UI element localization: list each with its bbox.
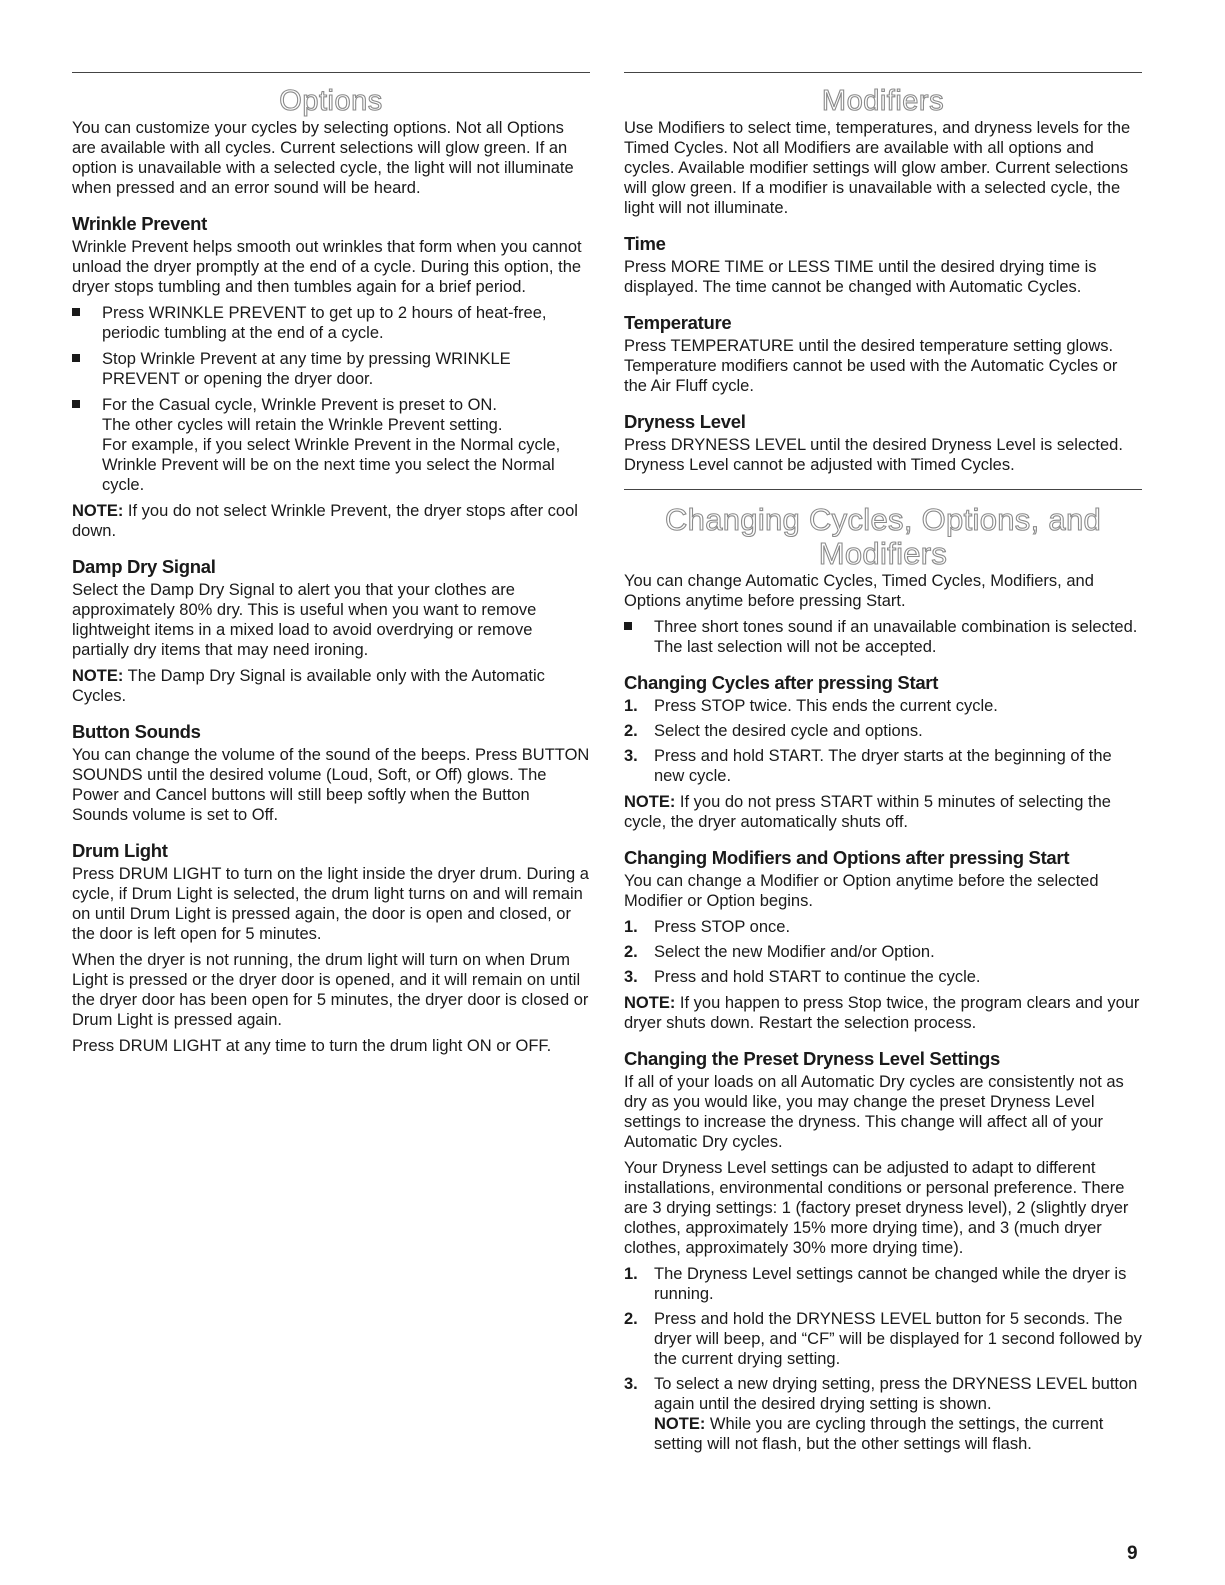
changing-cycles-note: NOTE: If you do not press START within 5 minutes of selecting the cycle, the dryer automatically shuts off. xyxy=(624,793,1111,831)
options-column xyxy=(72,72,590,1062)
changing-cycles-heading: Changing Cycles after pressing Start xyxy=(624,672,939,693)
damp-dry-text: Select the Damp Dry Signal to alert you that your clothes are approximately 80% dry. This is useful when you want to remove lightweight items in a mixed load to avoid overdrying or remove partially dry items that may need ironing. xyxy=(72,581,537,659)
list-item: 2. Select the new Modifier and/or Option. xyxy=(624,943,935,961)
modifiers-title: Modifiers xyxy=(821,85,945,117)
changing-modifiers-text: You can change a Modifier or Option anytime before the selected Modifier or Option begins. xyxy=(624,872,1099,910)
page-number: 9 xyxy=(1127,1543,1138,1564)
preset-dryness-heading: Changing the Preset Dryness Level Settings xyxy=(624,1048,1001,1069)
list-item: 1. Press STOP once. xyxy=(624,918,791,936)
bullet-icon xyxy=(72,308,80,316)
wrinkle-prevent-bullets xyxy=(72,303,590,495)
preset-dryness-text-1: If all of your loads on all Automatic Dry cycles are consistently not as dry as you would like, you may change the preset Dryness Level settings to increase the dryness. This change will affect all of your Automatic Dry cycles. xyxy=(624,1073,1124,1151)
wrinkle-prevent-heading: Wrinkle Prevent xyxy=(72,213,207,234)
changing-bullets xyxy=(624,617,1142,657)
dryness-level-text: Press DRYNESS LEVEL until the desired Dryness Level is selected. Dryness Level cannot be adjusted with Timed Cycles. xyxy=(624,436,1123,474)
wrinkle-prevent-note: NOTE: If you do not select Wrinkle Prevent, the dryer stops after cool down. xyxy=(72,502,578,540)
top-rule xyxy=(624,72,1142,73)
changing-title: Changing Cycles, Options, and Modifiers xyxy=(664,502,1102,571)
list-item: 1. The Dryness Level settings cannot be changed while the dryer is running. xyxy=(624,1265,1127,1303)
list-item: 2. Select the desired cycle and options. xyxy=(624,722,923,740)
preset-dryness-text-2: Your Dryness Level settings can be adjusted to adapt to different installations, environmental conditions or personal preference. There are 3 drying settings: 1 (factory preset dryness level), 2 (slightly dryer clothes, approximately 15% more drying time), and 3 (much dryer clothes, approximately 30% more drying time). xyxy=(624,1159,1129,1257)
section-rule xyxy=(624,489,1142,490)
list-item: 2. Press and hold the DRYNESS LEVEL button for 5 seconds. The dryer will beep, and “CF” will be displayed for 1 second followed by the current drying setting. xyxy=(624,1310,1142,1368)
drum-light-text-1: Press DRUM LIGHT to turn on the light inside the dryer drum. During a cycle, if Drum Light is selected, the drum light turns on and will remain on until Drum Light is pressed again, the door is open and closed, or the door is left open for 5 minutes. xyxy=(72,865,589,943)
changing-intro: You can change Automatic Cycles, Timed Cycles, Modifiers, and Options anytime before pressing Start. xyxy=(624,572,1094,610)
damp-dry-note: NOTE: The Damp Dry Signal is available only with the Automatic Cycles. xyxy=(72,667,545,705)
drum-light-text-3: Press DRUM LIGHT at any time to turn the drum light ON or OFF. xyxy=(72,1037,552,1055)
bullet-icon xyxy=(72,354,80,362)
bullet-icon xyxy=(624,622,632,630)
dryness-level-heading: Dryness Level xyxy=(624,411,746,432)
changing-modifiers-steps xyxy=(624,917,1142,987)
drum-light-heading: Drum Light xyxy=(72,840,168,861)
options-title: Options xyxy=(279,85,383,117)
list-item: Stop Wrinkle Prevent at any time by pressing WRINKLE PREVENT or opening the dryer door. xyxy=(72,349,590,389)
time-text: Press MORE TIME or LESS TIME until the desired drying time is displayed. The time cannot be changed with Automatic Cycles. xyxy=(624,258,1097,296)
list-item: Three short tones sound if an unavailable combination is selected. The last selection will not be accepted. xyxy=(624,617,1142,657)
bullet-icon xyxy=(72,400,80,408)
modifiers-intro: Use Modifiers to select time, temperatures, and dryness levels for the Timed Cycles. Not all Modifiers are available with all options and cycles. Available modifier settings will glow amber. Current selections will glow green. If a modifier is unavailable with a selected cycle, the light will not illuminate. xyxy=(624,119,1131,217)
changing-modifiers-note: NOTE: If you happen to press Stop twice, the program clears and your dryer shuts down. Restart the selection process. xyxy=(624,994,1140,1032)
modifiers-column xyxy=(624,72,1142,1460)
list-item: 1. Press STOP twice. This ends the current cycle. xyxy=(624,697,998,715)
list-item: 3. To select a new drying setting, press the DRYNESS LEVEL button again until the desired drying setting is shown. NOTE: While you are cycling through the settings, the current setting will not flash, but the other settings will flash. xyxy=(624,1375,1138,1453)
list-item: For the Casual cycle, Wrinkle Prevent is preset to ON. The other cycles will retain the Wrinkle Prevent setting. For example, if you select Wrinkle Prevent in the Normal cycle, Wrinkle Prevent will be on the next time you select the Normal cycle. xyxy=(72,395,590,495)
options-intro: You can customize your cycles by selecting options. Not all Options are available with all cycles. Current selections will glow green. If an option is unavailable with a selected cycle, the light will not illuminate when pressed and an error sound will be heard. xyxy=(72,119,574,197)
list-item: 3. Press and hold START. The dryer starts at the beginning of the new cycle. xyxy=(624,747,1112,785)
time-heading: Time xyxy=(624,233,666,254)
temperature-text: Press TEMPERATURE until the desired temperature setting glows. Temperature modifiers cannot be used with the Automatic Cycles or the Air Fluff cycle. xyxy=(624,337,1118,395)
changing-modifiers-heading: Changing Modifiers and Options after pressing Start xyxy=(624,847,1070,868)
damp-dry-heading: Damp Dry Signal xyxy=(72,556,216,577)
wrinkle-prevent-text: Wrinkle Prevent helps smooth out wrinkles that form when you cannot unload the dryer promptly at the end of a cycle. During this option, the dryer stops tumbling and then tumbles again for a brief period. xyxy=(72,238,582,296)
list-item: Press WRINKLE PREVENT to get up to 2 hours of heat-free, periodic tumbling at the end of a cycle. xyxy=(72,303,590,343)
list-item: 3. Press and hold START to continue the cycle. xyxy=(624,968,981,986)
preset-dryness-steps xyxy=(624,1264,1142,1454)
button-sounds-text: You can change the volume of the sound of the beeps. Press BUTTON SOUNDS until the desired volume (Loud, Soft, or Off) glows. The Power and Cancel buttons will still beep softly when the Button Sounds volume is set to Off. xyxy=(72,746,590,824)
top-rule xyxy=(72,72,590,73)
drum-light-text-2: When the dryer is not running, the drum light will turn on when Drum Light is pressed or the dryer door is opened, and it will remain on until the dryer door has been open for 5 minutes, the dryer door is closed or Drum Light is pressed again. xyxy=(72,951,589,1029)
button-sounds-heading: Button Sounds xyxy=(72,721,201,742)
changing-cycles-steps xyxy=(624,696,1142,786)
temperature-heading: Temperature xyxy=(624,312,732,333)
